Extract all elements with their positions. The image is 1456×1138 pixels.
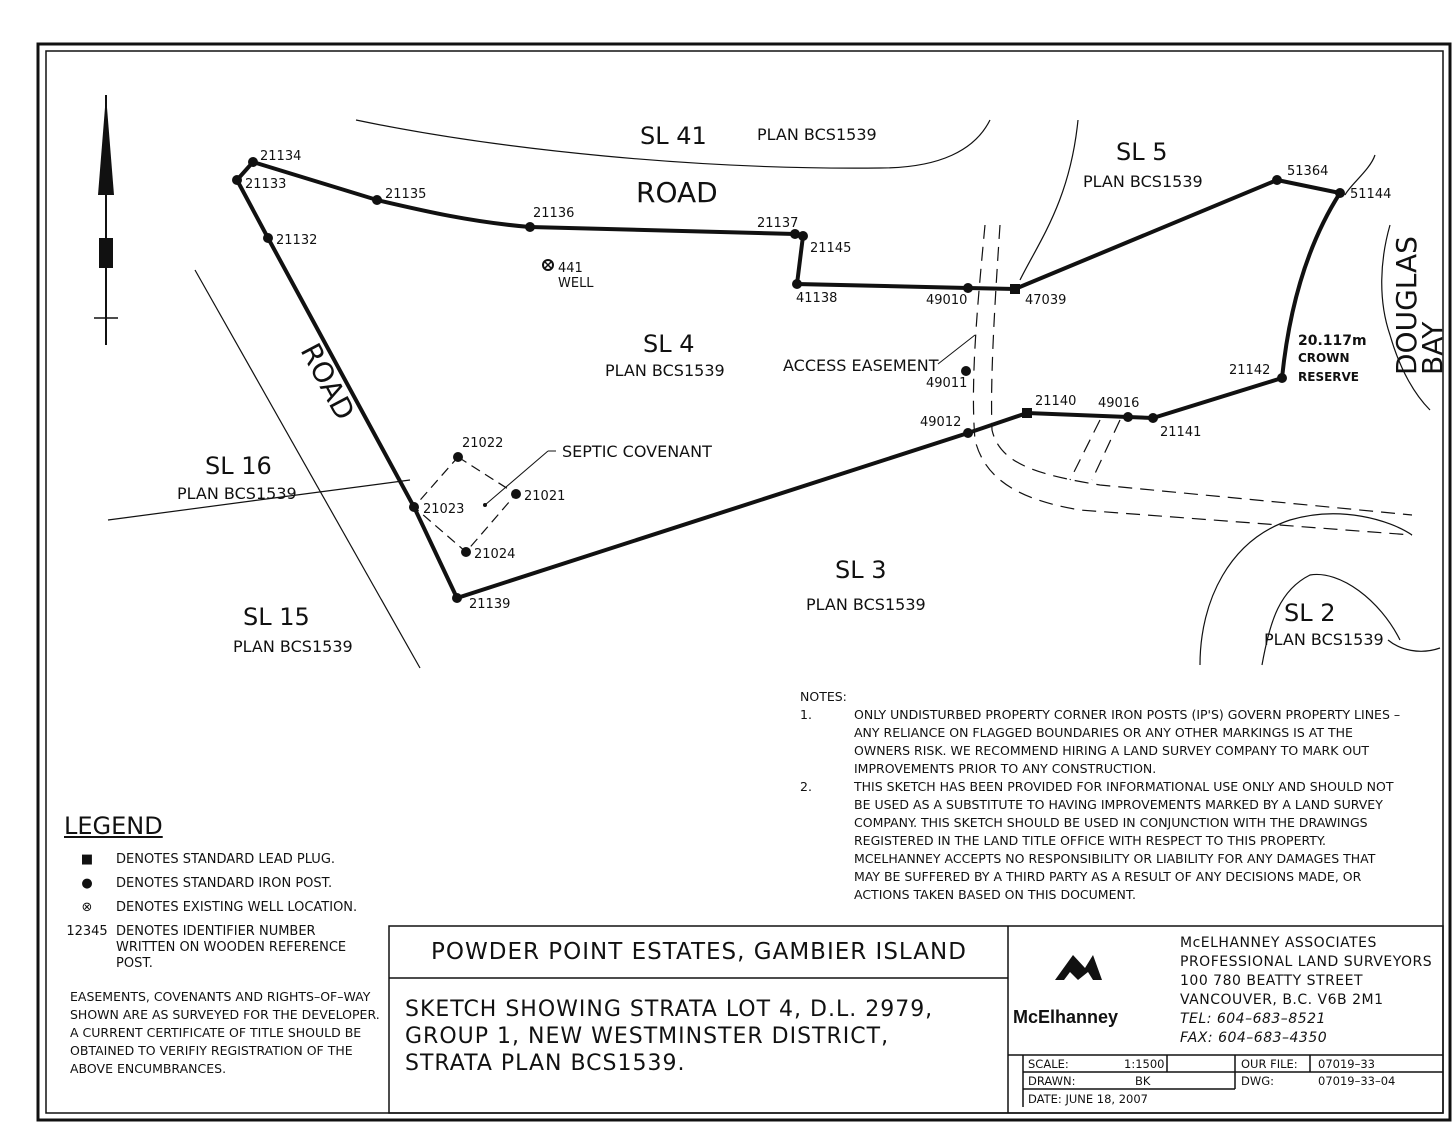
lot-sl2: SL 2 [1284, 599, 1336, 627]
point-41138 [792, 279, 802, 289]
point-51364 [1272, 175, 1282, 185]
road-linework [108, 120, 1440, 668]
mcelhanney-logo-icon [1055, 955, 1102, 980]
access-easement-label: ACCESS EASEMENT [783, 356, 939, 375]
crown-reserve-line2: RESERVE [1298, 370, 1360, 384]
plan-sl41: PLAN BCS1539 [757, 125, 877, 144]
point-47039 [1010, 284, 1020, 294]
point-21134 [248, 157, 258, 167]
legend-item [58, 900, 378, 916]
point-label: 21137 [757, 216, 799, 231]
well-location-icon: ⊗ [81, 900, 93, 915]
plan-sl4: PLAN BCS1539 [605, 361, 725, 380]
legend-text: DENOTES STANDARD IRON POST. [116, 876, 333, 891]
point-label: 47039 [1025, 293, 1067, 308]
note-number: 1. [800, 707, 812, 722]
point-21136 [525, 222, 535, 232]
plan-sl2: PLAN BCS1539 [1264, 630, 1384, 649]
point-label: 49012 [920, 415, 962, 430]
point-label: 41138 [796, 291, 838, 306]
date-value: DATE: JUNE 18, 2007 [1028, 1092, 1148, 1106]
lot-sl4: SL 4 [643, 330, 695, 358]
easement-leader [938, 335, 975, 364]
point-21145 [798, 231, 808, 241]
road-label-west: ROAD [293, 337, 362, 426]
well-label: WELL [558, 276, 594, 291]
encumbrances-note: EASEMENTS, COVENANTS AND RIGHTS–OF–WAY SHOWN ARE AS SURVEYED FOR THE DEVELOPER. A CURRENT CERTIFICATE OF TITLE SHOULD BE OBTAINED TO VERIFIY REGISTRATION OF THE ABOVE ENCUMBRANCES. [70, 989, 380, 1076]
legend-item [58, 876, 378, 892]
plan-sl15: PLAN BCS1539 [233, 637, 353, 656]
point-label: 49010 [926, 293, 968, 308]
point-label: 21139 [469, 597, 511, 612]
legend-text: DENOTES STANDARD LEAD PLUG. [116, 852, 336, 867]
note-number: 2. [800, 779, 812, 794]
point-label: 21145 [810, 241, 852, 256]
company-line: McELHANNEY ASSOCIATES [1180, 935, 1377, 951]
point-49012 [963, 428, 973, 438]
point-label: 21136 [533, 206, 575, 221]
notes-panel [800, 688, 1405, 904]
iron-post-icon: ● [81, 876, 93, 891]
our-file-label: OUR FILE: [1241, 1057, 1298, 1071]
point-label: 21024 [474, 547, 516, 562]
legend [58, 812, 378, 1078]
plan-sl3: PLAN BCS1539 [806, 595, 926, 614]
lot-sl41: SL 41 [640, 122, 707, 150]
brand-name: McElhanney [1013, 1007, 1119, 1027]
scale-label: SCALE: [1028, 1057, 1069, 1071]
company-tel: TEL: 604–683–8521 [1180, 1011, 1326, 1027]
company-line: PROFESSIONAL LAND SURVEYORS [1180, 954, 1433, 970]
point-label: 21021 [524, 489, 566, 504]
lead-plug-icon: ■ [80, 852, 94, 867]
our-file-value: 07019–33 [1318, 1057, 1375, 1071]
legend-title: LEGEND [64, 812, 163, 840]
company-fax: FAX: 604–683–4350 [1180, 1030, 1328, 1046]
scale-value: 1:1500 [1124, 1057, 1165, 1071]
crown-reserve-line1: CROWN [1298, 351, 1350, 365]
point-label: 21133 [245, 177, 287, 192]
notes-heading: NOTES: [800, 689, 847, 704]
point-21141 [1148, 413, 1158, 423]
description-line: STRATA PLAN BCS1539. [405, 1051, 686, 1076]
legend-item [58, 924, 378, 972]
point-label: 21023 [423, 502, 465, 517]
description-line: SKETCH SHOWING STRATA LOT 4, D.L. 2979, [405, 997, 934, 1022]
point-21023 [409, 502, 419, 512]
point-label: 21142 [1229, 363, 1271, 378]
point-label: 21022 [462, 436, 504, 451]
dwg-value: 07019–33–04 [1318, 1074, 1396, 1088]
point-label: 21135 [385, 187, 427, 202]
point-label: 21132 [276, 233, 318, 248]
point-21139 [452, 593, 462, 603]
point-51144 [1335, 188, 1345, 198]
well-icon [543, 260, 553, 270]
drawing-description [405, 996, 1005, 1077]
point-21132 [263, 233, 273, 243]
description-line: GROUP 1, NEW WESTMINSTER DISTRICT, [405, 1024, 890, 1049]
point-21133 [232, 175, 242, 185]
project-title: POWDER POINT ESTATES, GAMBIER ISLAND [431, 939, 967, 965]
note-text: ONLY UNDISTURBED PROPERTY CORNER IRON POSTS (IP'S) GOVERN PROPERTY LINES – ANY RELIANCE ON FLAGGED BOUNDARIES OR ANY OTHER MARKINGS IS AT THE OWNERS RISK. WE RECOMMEND HIRING A LAND SURVEY COMPANY TO MARK OUT IMPROVEMENTS PRIOR TO ANY CONSTRUCTION. [854, 707, 1401, 776]
lot-sl16: SL 16 [205, 452, 272, 480]
dwg-label: DWG: [1241, 1074, 1275, 1088]
point-21135 [372, 195, 382, 205]
lot-sl3: SL 3 [835, 556, 887, 584]
road-label-north: ROAD [636, 176, 718, 209]
lot-sl5: SL 5 [1116, 138, 1168, 166]
north-arrow-icon [94, 95, 118, 345]
point-label: 51144 [1350, 187, 1392, 202]
identifier-sample: 12345 [66, 924, 108, 939]
point-label: 21134 [260, 149, 302, 164]
lot-sl15: SL 15 [243, 603, 310, 631]
point-21142 [1277, 373, 1287, 383]
company-line: VANCOUVER, B.C. V6B 2M1 [1180, 992, 1384, 1008]
point-label: 49016 [1098, 396, 1140, 411]
point-label: 51364 [1287, 164, 1329, 179]
point-21140 [1022, 408, 1032, 418]
point-21022 [453, 452, 463, 462]
legend-text: DENOTES IDENTIFIER NUMBER WRITTEN ON WOODEN REFERENCE POST. [116, 924, 347, 971]
point-label: 21141 [1160, 425, 1202, 440]
point-49011 [961, 366, 971, 376]
septic-covenant-label: SEPTIC COVENANT [562, 442, 712, 461]
bay-label-2: BAY [1416, 321, 1449, 375]
drawn-label: DRAWN: [1028, 1074, 1076, 1088]
well-id: 441 [558, 261, 583, 276]
point-49016 [1123, 412, 1133, 422]
point-49010 [963, 283, 973, 293]
note-text: THIS SKETCH HAS BEEN PROVIDED FOR INFORMATIONAL USE ONLY AND SHOULD NOT BE USED AS A SUBSTITUTE TO HAVING IMPROVEMENTS MARKED BY A LAND SURVEY COMPANY. THIS SKETCH SHOULD BE USED IN CONJUNCTION WITH THE DRAWINGS REGISTERED IN THE LAND TITLE OFFICE WITH RESPECT TO THIS PROPERTY. MCELHANNEY ACCEPTS NO RESPONSIBILITY OR LIABILITY FOR ANY DAMAGES THAT MAY BE SUFFERED BY A THIRD PARTY AS A RESULT OF ANY DECISIONS MADE, OR ACTIONS TAKEN BASED ON THIS DOCUMENT. [854, 779, 1394, 902]
point-21024 [461, 547, 471, 557]
note-item [800, 778, 1405, 904]
company-line: 100 780 BEATTY STREET [1180, 973, 1364, 989]
drawn-value: BK [1135, 1074, 1151, 1088]
point-label: 21140 [1035, 394, 1077, 409]
company-info [1180, 934, 1450, 1048]
plan-sl16: PLAN BCS1539 [177, 484, 297, 503]
legend-item [58, 852, 378, 868]
point-label: 49011 [926, 376, 968, 391]
point-21021 [511, 489, 521, 499]
plan-sl5: PLAN BCS1539 [1083, 172, 1203, 191]
note-item [800, 706, 1405, 778]
legend-text: DENOTES EXISTING WELL LOCATION. [116, 900, 358, 915]
crown-reserve-width: 20.117m [1298, 333, 1367, 349]
bay-label-1: DOUGLAS [1390, 236, 1423, 375]
